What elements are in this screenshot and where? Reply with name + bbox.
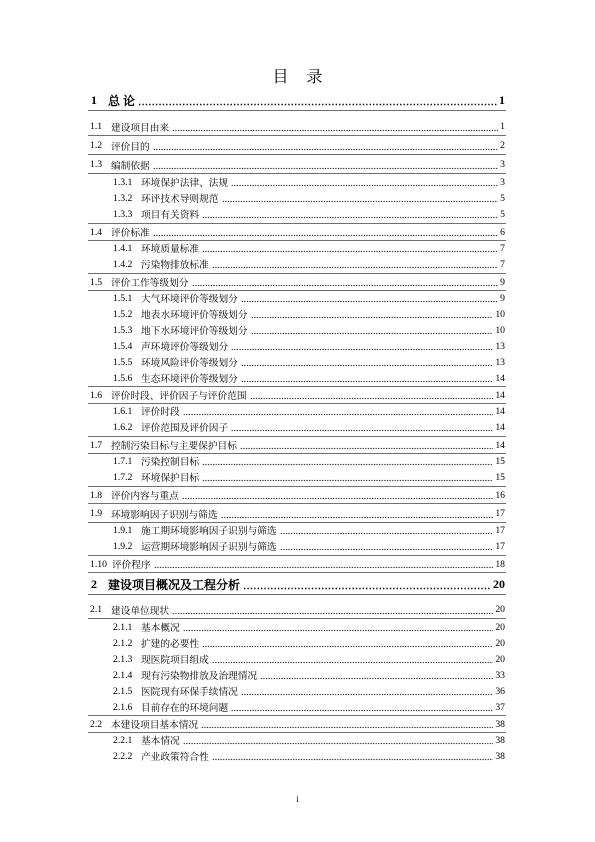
toc-entry-page-number: 9 bbox=[500, 292, 505, 304]
toc-entry-page-number: 33 bbox=[495, 669, 505, 681]
toc-entry-title: 评价目的 bbox=[111, 141, 150, 153]
toc-entry-title: 环境影响因子识别与筛选 bbox=[111, 509, 218, 521]
toc-entry-page-number: 14 bbox=[495, 405, 505, 417]
toc-entry-title: 评价内容与重点 bbox=[111, 491, 179, 502]
toc-entry-title: 建设项目概况及工程分析 bbox=[108, 578, 241, 592]
toc-entry-page-number: 20 bbox=[493, 577, 505, 591]
toc-entry-title: 评价时段 bbox=[141, 407, 180, 418]
toc-entry-number: 1.4.1 bbox=[113, 242, 133, 254]
toc-dot-leader bbox=[222, 200, 499, 203]
toc-entry-page-number: 9 bbox=[500, 276, 505, 288]
toc-entry-section bbox=[88, 505, 506, 523]
toc-entry-title: 扩建的必要性 bbox=[141, 639, 200, 650]
toc-dot-leader bbox=[201, 726, 493, 729]
toc-entry-subsection bbox=[88, 322, 506, 338]
toc-entry-title: 基本概况 bbox=[141, 623, 180, 634]
toc-entry-number: 1.10 bbox=[90, 558, 107, 570]
toc-entry-number: 1 bbox=[91, 93, 97, 107]
toc-entry-title: 评价工作等级划分 bbox=[111, 278, 189, 289]
toc-entry-number: 2.1 bbox=[90, 604, 103, 615]
toc-entry-number: 1.2 bbox=[90, 140, 103, 151]
toc-entry-subsection bbox=[88, 635, 506, 651]
toc-entry-number: 1.6.2 bbox=[113, 421, 133, 433]
toc-entry-number: 1.9 bbox=[90, 508, 103, 519]
toc-dot-leader bbox=[172, 612, 493, 615]
toc-entry-number: 1.6.1 bbox=[113, 405, 133, 417]
toc-dot-leader bbox=[243, 587, 491, 590]
toc-entry-number: 2.1.3 bbox=[113, 653, 133, 665]
toc-entry-subsection bbox=[88, 206, 506, 222]
toc-entry-page-number: 10 bbox=[495, 324, 505, 336]
toc-dot-leader bbox=[138, 103, 497, 106]
toc-entry-number: 1.5.1 bbox=[113, 292, 133, 304]
toc-entry-page-number: 36 bbox=[495, 685, 505, 697]
toc-dot-leader bbox=[241, 364, 493, 367]
toc-entry-page-number: 7 bbox=[500, 258, 505, 270]
toc-entry-title: 评价程序 bbox=[111, 560, 151, 571]
toc-entry-title: 本建设项目基本情况 bbox=[111, 720, 199, 731]
toc-entry-subsection bbox=[88, 256, 506, 272]
toc-entry-number: 1.8 bbox=[90, 489, 103, 501]
toc-dot-leader bbox=[202, 250, 498, 253]
toc-entry-title: 现有污染物排放及治理情况 bbox=[141, 671, 258, 682]
toc-entry-number: 1.5 bbox=[90, 276, 103, 288]
toc-dot-leader bbox=[182, 497, 494, 500]
toc-entry-number: 1.5.5 bbox=[113, 356, 133, 368]
toc-dot-leader bbox=[202, 479, 493, 482]
toc-entry-page-number: 10 bbox=[495, 308, 505, 320]
toc-entry-subsection bbox=[88, 174, 506, 190]
toc-dot-leader bbox=[183, 742, 494, 745]
toc-entry-page-number: 20 bbox=[495, 621, 505, 633]
toc-entry-subsection bbox=[88, 522, 506, 538]
toc-entry-number: 1.9.1 bbox=[113, 524, 133, 536]
toc-dot-leader bbox=[241, 300, 498, 303]
toc-entry-title: 目前存在的环境问题 bbox=[141, 703, 229, 714]
toc-dot-leader bbox=[212, 758, 494, 761]
toc-entry-title: 环境风险评价等级划分 bbox=[141, 358, 238, 369]
toc-entry-page-number: 5 bbox=[500, 192, 505, 204]
toc-entry-subsection bbox=[88, 419, 506, 435]
toc-entry-page-number: 17 bbox=[495, 508, 505, 519]
toc-entry-page-number: 20 bbox=[495, 604, 505, 615]
toc-entry-title: 项目有关资料 bbox=[141, 210, 200, 221]
toc-entry-page-number: 17 bbox=[495, 540, 505, 552]
toc-dot-leader bbox=[202, 463, 493, 466]
toc-entry-number: 2.1.4 bbox=[113, 669, 133, 681]
toc-entry-number: 2.2.2 bbox=[113, 750, 133, 762]
toc-entry-subsection bbox=[88, 748, 506, 764]
toc-dot-leader bbox=[241, 380, 493, 383]
toc-entry-subsection bbox=[88, 667, 506, 683]
toc-entry-number: 1.9.2 bbox=[113, 540, 133, 552]
toc-entry-page-number: 20 bbox=[495, 653, 505, 665]
toc-entry-number: 2.2 bbox=[90, 718, 103, 730]
toc-dot-leader bbox=[250, 397, 494, 400]
toc-dot-leader bbox=[202, 216, 498, 219]
toc-entry-number: 2.1.6 bbox=[113, 701, 133, 713]
toc-entry-number: 1.4.2 bbox=[113, 258, 133, 270]
toc-entry-title: 地表水环境评价等级划分 bbox=[141, 310, 248, 321]
toc-entry-title: 环评技术导则规范 bbox=[141, 194, 219, 205]
toc-entry-title: 环境保护目标 bbox=[141, 473, 200, 484]
toc-entry-title: 产业政策符合性 bbox=[141, 752, 209, 763]
toc-entry-page-number: 6 bbox=[500, 226, 505, 238]
toc-entry-page-number: 1 bbox=[499, 93, 505, 107]
toc-entry-number: 1.4 bbox=[90, 226, 103, 238]
toc-entry-title: 评价范围及评价因子 bbox=[141, 423, 229, 434]
toc-entry-subsection bbox=[88, 453, 506, 469]
toc-entry-title: 运营期环境影响因子识别与筛选 bbox=[141, 542, 277, 553]
toc-dot-leader bbox=[192, 284, 499, 287]
footer-page-number: i bbox=[296, 794, 299, 804]
toc-entry-subsection bbox=[88, 469, 506, 485]
toc-entry-title: 编制依据 bbox=[111, 160, 150, 172]
toc-entry-title: 污染控制目标 bbox=[141, 457, 200, 468]
toc-entry-number: 1.3 bbox=[90, 159, 103, 170]
toc-dot-leader bbox=[240, 447, 493, 450]
toc-entry-number: 1.6 bbox=[90, 389, 103, 401]
toc-entry-number: 2.1.5 bbox=[113, 685, 133, 697]
toc-entry-page-number: 1 bbox=[500, 121, 505, 132]
toc-entry-title: 建设单位现状 bbox=[111, 605, 170, 617]
toc-entry-number: 1.3.3 bbox=[113, 208, 133, 220]
toc-entry-number: 1.5.2 bbox=[113, 308, 133, 320]
toc-entry-number: 2.1.2 bbox=[113, 637, 133, 649]
toc-entry-page-number: 16 bbox=[495, 489, 505, 501]
toc-entry-number: 1.3.1 bbox=[113, 176, 133, 188]
toc-dot-leader bbox=[280, 532, 494, 535]
toc-dot-leader bbox=[172, 129, 498, 132]
toc-entry-page-number: 20 bbox=[495, 637, 505, 649]
toc-entry-title: 地下水环境评价等级划分 bbox=[141, 326, 248, 337]
toc-entry-title: 评价标准 bbox=[111, 228, 150, 239]
toc-entry-page-number: 15 bbox=[495, 471, 505, 483]
toc-entry-page-number: 13 bbox=[495, 340, 505, 352]
toc-entry-page-number: 5 bbox=[500, 208, 505, 220]
toc-entry-page-number: 3 bbox=[500, 176, 505, 188]
toc-entry-title: 现医院项目组成 bbox=[141, 655, 209, 666]
toc-entry-number: 1.7.1 bbox=[113, 455, 133, 467]
toc-entry-number: 1.5.4 bbox=[113, 340, 133, 352]
toc-dot-leader bbox=[154, 566, 494, 569]
toc-entry-section bbox=[88, 601, 506, 619]
toc-entry-subsection bbox=[88, 354, 506, 370]
toc-entry-number: 1.1 bbox=[90, 121, 103, 132]
toc-entry-number: 2.2.1 bbox=[113, 734, 133, 746]
toc-entry-number: 2.1.1 bbox=[113, 621, 133, 633]
toc-entry-section bbox=[88, 223, 506, 241]
toc-entry-number: 1.5.3 bbox=[113, 324, 133, 336]
toc-entry-subsection bbox=[88, 651, 506, 667]
toc-entry-section bbox=[88, 273, 506, 291]
toc-entry-section bbox=[88, 118, 506, 136]
toc-dot-leader bbox=[251, 316, 494, 319]
toc-entry-title: 总 论 bbox=[108, 94, 136, 108]
toc-dot-leader bbox=[183, 413, 494, 416]
toc-entry-number: 1.3.2 bbox=[113, 192, 133, 204]
toc-entry-section bbox=[88, 555, 506, 573]
toc-entry-subsection bbox=[88, 683, 506, 699]
toc-entry-subsection bbox=[88, 306, 506, 322]
toc-entry-page-number: 38 bbox=[495, 718, 505, 730]
toc-entry-number: 2 bbox=[91, 577, 97, 591]
toc-entry-page-number: 2 bbox=[500, 140, 505, 151]
toc-entry-subsection bbox=[88, 370, 506, 386]
toc-entry-page-number: 38 bbox=[495, 734, 505, 746]
toc-entry-page-number: 37 bbox=[495, 701, 505, 713]
toc-dot-leader bbox=[241, 693, 493, 696]
toc-entry-section bbox=[88, 486, 506, 504]
toc-entry-page-number: 15 bbox=[495, 455, 505, 467]
toc-entry-page-number: 13 bbox=[495, 356, 505, 368]
toc-entry-page-number: 14 bbox=[495, 421, 505, 433]
toc-dot-leader bbox=[212, 661, 494, 664]
toc-entry-number: 1.5.6 bbox=[113, 372, 133, 384]
toc-entry-title: 环境质量标准 bbox=[141, 244, 200, 255]
toc-entry-page-number: 38 bbox=[495, 750, 505, 762]
toc-entry-subsection bbox=[88, 290, 506, 306]
toc-entry-title: 施工期环境影响因子识别与筛选 bbox=[141, 526, 277, 537]
toc-entry-section bbox=[88, 715, 506, 733]
toc-entry-chapter bbox=[88, 91, 506, 111]
page-title: 目 录 bbox=[272, 69, 330, 86]
toc-entry-title: 基本情况 bbox=[141, 736, 180, 747]
toc-entry-chapter bbox=[88, 575, 506, 595]
toc-entry-title: 医院现有环保手续情况 bbox=[141, 687, 238, 698]
toc-entry-page-number: 7 bbox=[500, 242, 505, 254]
toc-entry-title: 大气环境评价等级划分 bbox=[141, 294, 238, 305]
toc-entry-subsection bbox=[88, 190, 506, 206]
toc-dot-leader bbox=[260, 677, 493, 680]
toc-entry-title: 建设项目由来 bbox=[111, 122, 170, 134]
toc-dot-leader bbox=[153, 167, 498, 170]
toc-entry-title: 环境保护法律、法规 bbox=[141, 178, 229, 189]
toc-entry-title: 评价时段、评价因子与评价范围 bbox=[111, 391, 247, 402]
toc-entry-number: 1.7 bbox=[90, 439, 103, 451]
toc-dot-leader bbox=[183, 629, 494, 632]
toc-dot-leader bbox=[251, 332, 494, 335]
toc-entry-number: 1.7.2 bbox=[113, 471, 133, 483]
toc-dot-leader bbox=[231, 184, 498, 187]
toc-entry-page-number: 17 bbox=[495, 524, 505, 536]
toc-entry-section bbox=[88, 386, 506, 404]
toc-entry-section bbox=[88, 137, 506, 155]
toc-dot-leader bbox=[231, 429, 493, 432]
toc-entry-page-number: 14 bbox=[495, 372, 505, 384]
toc-entry-title: 声环境评价等级划分 bbox=[141, 342, 229, 353]
toc-entry-page-number: 18 bbox=[495, 558, 505, 570]
toc-entry-subsection bbox=[88, 699, 506, 715]
toc-dot-leader bbox=[231, 348, 493, 351]
toc-entry-title: 生态环境评价等级划分 bbox=[141, 374, 238, 385]
toc-entry-subsection bbox=[88, 538, 506, 554]
toc-entry-page-number: 14 bbox=[495, 439, 505, 451]
toc-entry-subsection bbox=[88, 338, 506, 354]
toc-entry-section bbox=[88, 156, 506, 174]
toc-dot-leader bbox=[153, 234, 498, 237]
toc-dot-leader bbox=[212, 266, 498, 269]
toc-dot-leader bbox=[231, 709, 493, 712]
toc-dot-leader bbox=[153, 148, 498, 151]
toc-entry-title: 污染物排放标准 bbox=[141, 260, 209, 271]
toc-dot-leader bbox=[280, 548, 494, 551]
toc-entry-title: 控制污染目标与主要保护目标 bbox=[111, 441, 237, 452]
toc-entry-subsection bbox=[88, 619, 506, 635]
toc-entry-subsection bbox=[88, 403, 506, 419]
toc-dot-leader bbox=[221, 516, 494, 519]
toc-entry-page-number: 14 bbox=[495, 389, 505, 401]
toc-entry-subsection bbox=[88, 732, 506, 748]
toc-entry-section bbox=[88, 436, 506, 454]
toc-entry-page-number: 3 bbox=[500, 159, 505, 170]
toc-entry-subsection bbox=[88, 240, 506, 256]
toc-dot-leader bbox=[202, 645, 493, 648]
